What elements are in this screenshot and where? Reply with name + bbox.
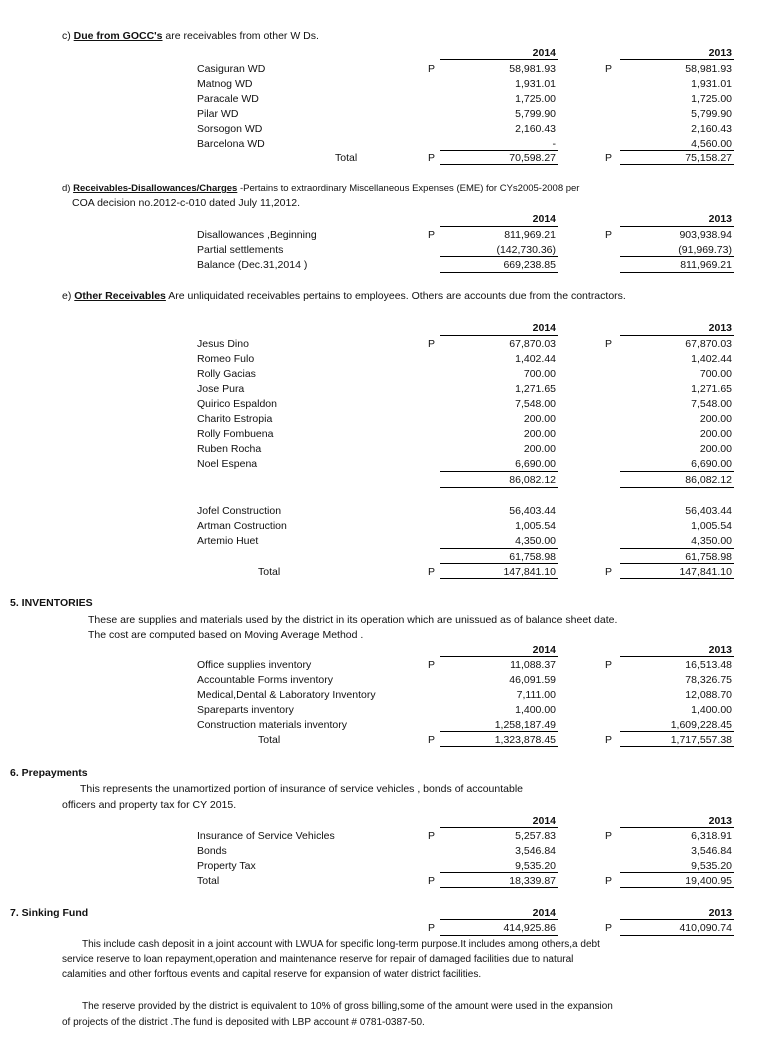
peso-sign: P: [428, 734, 436, 746]
section-c-description: are receivables from other W Ds.: [162, 30, 319, 42]
sinking-fund-2013: 410,090.74: [679, 922, 732, 934]
value-2013: (91,969.73): [678, 244, 732, 256]
rule: [440, 256, 558, 257]
value-2014: 67,870.03: [509, 338, 556, 350]
value-2013: 1,609,228.45: [670, 719, 732, 731]
value-2014: 58,981.93: [509, 63, 556, 75]
rule: [620, 563, 734, 564]
row-label: Pilar WD: [197, 108, 239, 120]
rule: [440, 935, 558, 936]
section-d-description: -Pertains to extraordinary Miscellaneous Expenses (EME) for CYs2005-2008 per: [237, 183, 580, 194]
rule: [620, 935, 734, 936]
value-2014: 4,350.00: [515, 535, 556, 547]
rule: [440, 872, 558, 873]
value-2014: -: [552, 138, 556, 150]
row-label: Rolly Fombuena: [197, 428, 274, 440]
col-2014-header: 2014: [532, 907, 556, 919]
value-2014: 811,969.21: [504, 229, 556, 241]
rule: [620, 272, 734, 273]
col-2013-header: 2013: [708, 907, 732, 919]
row-label: Artman Costruction: [197, 520, 287, 532]
rule: [440, 226, 558, 227]
sinking-fund-2014: 414,925.86: [503, 922, 556, 934]
total-2014: 18,339.87: [509, 875, 556, 887]
value-2013: 7,548.00: [691, 398, 732, 410]
value-2014: 200.00: [523, 413, 556, 425]
rule: [440, 487, 558, 488]
value-2014: 5,799.90: [515, 108, 556, 120]
total-2013: 147,841.10: [679, 566, 732, 578]
value-2014: 1,402.44: [515, 353, 556, 365]
row-label: Romeo Fulo: [197, 353, 255, 365]
sinking-fund-paragraph-2b: of projects of the district .The fund is deposited with LBP account # 0781-0387-50.: [62, 1017, 425, 1028]
row-label: Jofel Construction: [197, 505, 282, 517]
value-2013: 1,005.54: [691, 520, 732, 532]
section-e-heading: e) Other Receivables Are unliquidated receivables pertains to employees. Others are accounts due from the contractors.: [62, 290, 626, 302]
col-2013-header: 2013: [708, 815, 732, 827]
rule: [620, 827, 734, 828]
total-2013: 1,717,557.38: [670, 734, 732, 746]
row-label: Partial settlements: [197, 244, 284, 256]
value-2013: 1,931.01: [691, 78, 732, 90]
row-label: Paracale WD: [197, 93, 259, 105]
peso-sign: P: [605, 338, 613, 350]
prepayments-heading: 6. Prepayments: [10, 767, 88, 779]
prepayments-description-2: officers and property tax for CY 2015.: [62, 799, 237, 811]
total-2014: 70,598.27: [509, 152, 556, 164]
row-label: Barcelona WD: [197, 138, 265, 150]
rule: [620, 335, 734, 336]
rule: [620, 164, 734, 165]
peso-sign: P: [428, 229, 436, 241]
subtotal-2014: 61,758.98: [509, 551, 556, 563]
peso-sign: P: [605, 830, 613, 842]
col-2013-header: 2013: [708, 644, 732, 656]
row-label: Construction materials inventory: [197, 719, 347, 731]
value-2014: 56,403.44: [509, 505, 556, 517]
total-label: Total: [197, 875, 220, 887]
peso-sign: P: [605, 875, 613, 887]
value-2014: 1,005.54: [515, 520, 556, 532]
col-2014-header: 2014: [532, 322, 556, 334]
rule: [440, 827, 558, 828]
rule: [440, 578, 558, 579]
rule: [620, 919, 734, 920]
col-2013-header: 2013: [708, 213, 732, 225]
row-label: Charito Estropia: [197, 413, 273, 425]
rule: [620, 487, 734, 488]
peso-sign: P: [605, 229, 613, 241]
rule: [620, 471, 734, 472]
total-2014: 147,841.10: [503, 566, 556, 578]
peso-sign: P: [428, 63, 436, 75]
subtotal-2013: 61,758.98: [685, 551, 732, 563]
value-2014: 3,546.84: [515, 845, 556, 857]
peso-sign: P: [605, 659, 613, 671]
col-2013-header: 2013: [708, 322, 732, 334]
value-2013: 1,402.44: [691, 353, 732, 365]
row-label: Balance (Dec.31,2014 ): [197, 259, 308, 271]
row-label: Office supplies inventory: [197, 659, 312, 671]
row-label: Insurance of Service Vehicles: [197, 830, 335, 842]
value-2013: 200.00: [699, 443, 732, 455]
col-2014-header: 2014: [532, 815, 556, 827]
rule: [620, 656, 734, 657]
peso-sign: P: [428, 659, 436, 671]
peso-sign: P: [605, 922, 613, 934]
col-2013-header: 2013: [708, 47, 732, 59]
total-2014: 1,323,878.45: [494, 734, 556, 746]
total-label: Total: [335, 152, 358, 164]
row-label: Ruben Rocha: [197, 443, 262, 455]
peso-sign: P: [428, 830, 436, 842]
rule: [620, 872, 734, 873]
value-2013: 6,690.00: [691, 458, 732, 470]
value-2013: 811,969.21: [680, 259, 732, 271]
prepayments-description: This represents the unamortized portion of insurance of service vehicles , bonds of accountable: [80, 783, 523, 795]
value-2014: 7,111.00: [516, 689, 556, 701]
value-2013: 58,981.93: [685, 63, 732, 75]
row-label: Bonds: [197, 845, 227, 857]
value-2014: 5,257.83: [515, 830, 556, 842]
rule: [620, 887, 734, 888]
rule: [440, 335, 558, 336]
row-label: Accountable Forms inventory: [197, 674, 333, 686]
section-d-heading: d) Receivables-Disallowances/Charges -Pertains to extraordinary Miscellaneous Expenses (EME) for CYs2005-2008 per: [62, 183, 580, 194]
row-label: Sorsogon WD: [197, 123, 263, 135]
row-label: Casiguran WD: [197, 63, 266, 75]
section-c-title: Due from GOCC's: [73, 30, 163, 42]
rule: [620, 746, 734, 747]
value-2014: 11,088.37: [510, 659, 556, 671]
rule: [440, 919, 558, 920]
sinking-fund-paragraph-2: The reserve provided by the district is equivalent to 10% of gross billing,some of the amount were used in the expansion: [82, 1001, 613, 1012]
value-2013: 700.00: [699, 368, 732, 380]
col-2014-header: 2014: [532, 644, 556, 656]
peso-sign: P: [605, 152, 613, 164]
row-label: Matnog WD: [197, 78, 253, 90]
rule: [440, 164, 558, 165]
value-2013: 1,400.00: [691, 704, 732, 716]
row-label: Spareparts inventory: [197, 704, 294, 716]
value-2013: 78,326.75: [685, 674, 732, 686]
value-2013: 9,535.20: [691, 860, 732, 872]
row-label: Medical,Dental & Laboratory Inventory: [197, 689, 376, 701]
peso-sign: P: [605, 734, 613, 746]
total-2013: 19,400.95: [685, 875, 732, 887]
rule: [440, 656, 558, 657]
section-c-heading: c) Due from GOCC's are receivables from other W Ds.: [62, 30, 319, 42]
inventories-description: These are supplies and materials used by the district in its operation which are unissued as of balance sheet date.: [88, 614, 618, 626]
value-2014: 700.00: [523, 368, 556, 380]
row-label: Quirico Espaldon: [197, 398, 277, 410]
value-2013: 200.00: [699, 428, 732, 440]
value-2014: 1,271.65: [515, 383, 556, 395]
peso-sign: P: [605, 63, 613, 75]
value-2014: 669,238.85: [503, 259, 556, 271]
total-2013: 75,158.27: [685, 152, 732, 164]
row-label: Property Tax: [197, 860, 256, 872]
value-2014: 1,258,187.49: [494, 719, 556, 731]
row-label: Disallowances ,Beginning: [197, 229, 317, 241]
value-2013: 12,088.70: [685, 689, 732, 701]
peso-sign: P: [428, 566, 436, 578]
row-label: Noel Espena: [197, 458, 258, 470]
value-2013: 903,938.94: [679, 229, 732, 241]
peso-sign: P: [428, 875, 436, 887]
value-2014: 7,548.00: [515, 398, 556, 410]
sinking-fund-paragraph-1: This include cash deposit in a joint account with LWUA for specific long-term purpose.It includes among others,a debt: [82, 939, 600, 950]
value-2013: 3,546.84: [691, 845, 732, 857]
value-2013: 4,350.00: [691, 535, 732, 547]
rule: [440, 731, 558, 732]
rule: [620, 256, 734, 257]
total-label: Total: [258, 566, 281, 578]
peso-sign: P: [428, 152, 436, 164]
peso-sign: P: [428, 922, 436, 934]
peso-sign: P: [428, 338, 436, 350]
value-2014: 6,690.00: [515, 458, 556, 470]
value-2014: 46,091.59: [509, 674, 556, 686]
section-e-title: Other Receivables: [74, 290, 166, 302]
value-2014: 2,160.43: [515, 123, 556, 135]
value-2013: 67,870.03: [685, 338, 732, 350]
subtotal-2013: 86,082.12: [685, 474, 732, 486]
rule: [440, 746, 558, 747]
value-2013: 5,799.90: [691, 108, 732, 120]
value-2014: 9,535.20: [515, 860, 556, 872]
value-2014: 200.00: [523, 428, 556, 440]
value-2013: 6,318.91: [691, 830, 732, 842]
row-label: Jesus Dino: [197, 338, 249, 350]
rule: [620, 548, 734, 549]
rule: [440, 563, 558, 564]
value-2013: 1,725.00: [691, 93, 732, 105]
rule: [620, 578, 734, 579]
col-2014-header: 2014: [532, 47, 556, 59]
value-2014: 1,725.00: [515, 93, 556, 105]
rule: [620, 731, 734, 732]
rule: [620, 226, 734, 227]
col-2014-header: 2014: [532, 213, 556, 225]
inventories-heading: 5. INVENTORIES: [10, 597, 93, 609]
value-2013: 200.00: [699, 413, 732, 425]
rule: [440, 887, 558, 888]
value-2013: 2,160.43: [691, 123, 732, 135]
sinking-fund-paragraph-1b: service reserve to loan repayment,operation and maintenance reserve for repair of damaged facilities due to natural: [62, 954, 574, 965]
sinking-fund-paragraph-1c: calamities and other forftous events and capital reserve for expansion of water district facilities.: [62, 969, 482, 980]
inventories-description-2: The cost are computed based on Moving Average Method .: [88, 629, 364, 641]
section-d-title: Receivables-Disallowances/Charges: [73, 183, 238, 194]
sinking-fund-heading: 7. Sinking Fund: [10, 907, 89, 919]
value-2014: 200.00: [523, 443, 556, 455]
rule: [440, 59, 558, 60]
rule: [620, 59, 734, 60]
subtotal-2014: 86,082.12: [509, 474, 556, 486]
value-2013: 1,271.65: [691, 383, 732, 395]
value-2013: 16,513.48: [685, 659, 732, 671]
rule: [440, 548, 558, 549]
section-e-description: Are unliquidated receivables pertains to employees. Others are accounts due from the contractors.: [165, 290, 626, 302]
value-2014: 1,931.01: [515, 78, 556, 90]
rule: [620, 150, 734, 151]
row-label: Rolly Gacias: [197, 368, 256, 380]
row-label: Jose Pura: [197, 383, 245, 395]
value-2014: (142,730.36): [496, 244, 556, 256]
value-2013: 56,403.44: [685, 505, 732, 517]
rule: [440, 471, 558, 472]
section-d-description-2: COA decision no.2012-c-010 dated July 11,2012.: [72, 197, 301, 209]
value-2013: 4,560.00: [691, 138, 732, 150]
row-label: Artemio Huet: [197, 535, 259, 547]
total-label: Total: [258, 734, 281, 746]
rule: [440, 150, 558, 151]
rule: [440, 272, 558, 273]
value-2014: 1,400.00: [515, 704, 556, 716]
peso-sign: P: [605, 566, 613, 578]
